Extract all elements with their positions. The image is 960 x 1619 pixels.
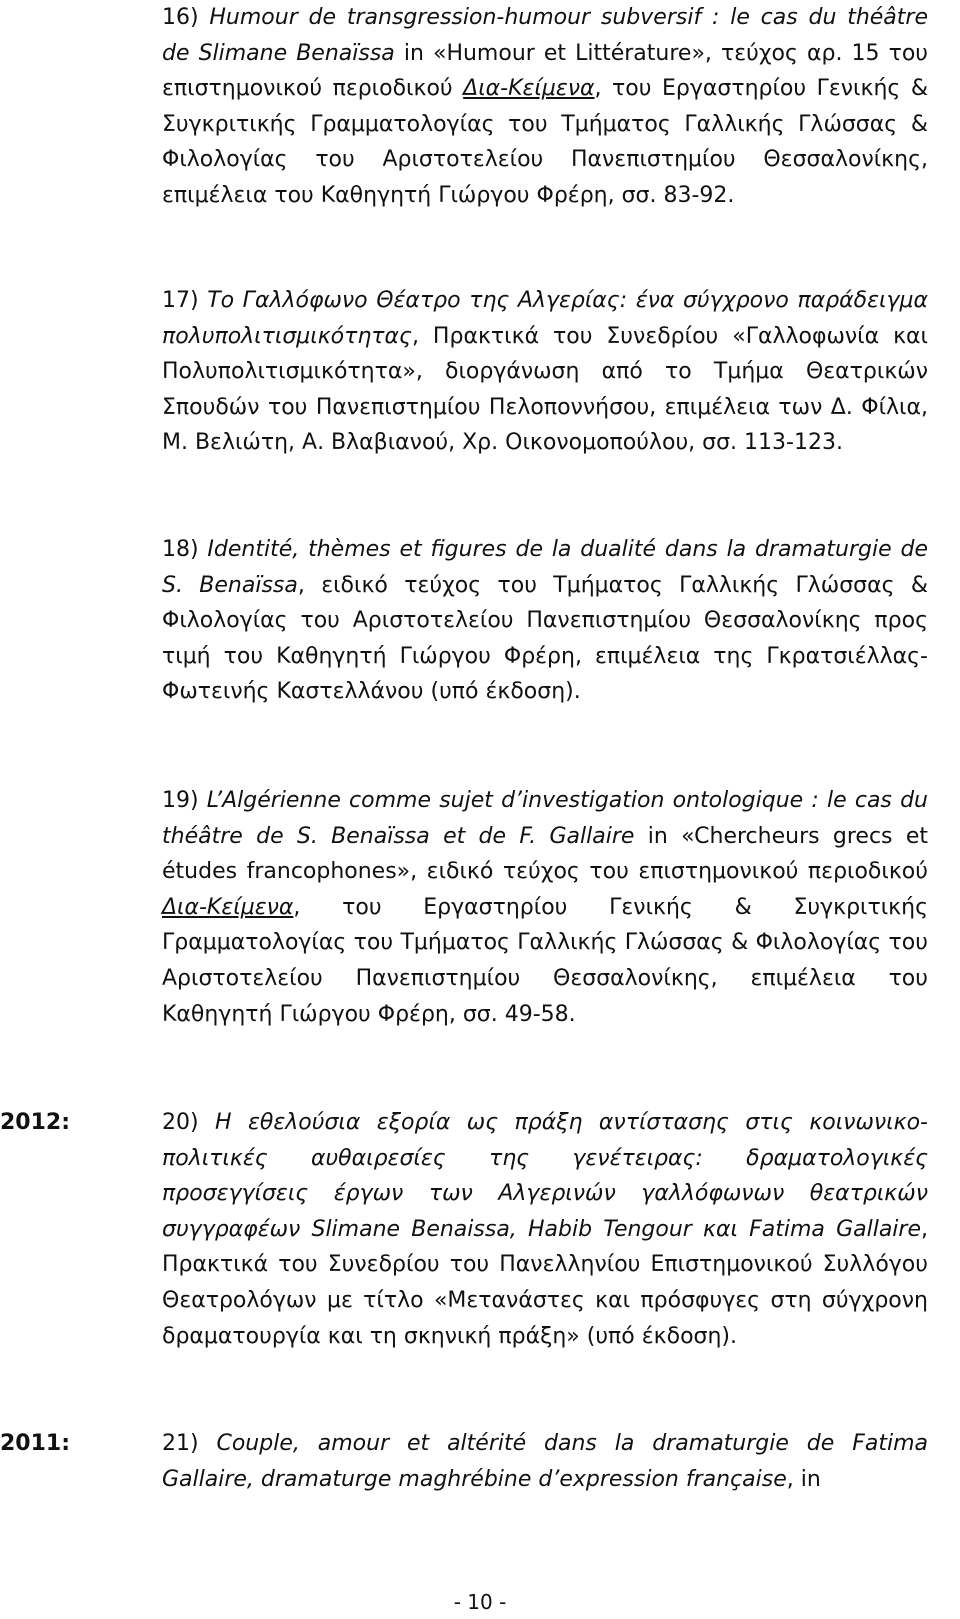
entry-title-text: Δια-Κείμενα xyxy=(463,76,595,102)
entry-text: , ειδικό τεύχος του Τμήματος Γαλλικής Γλώσσας & Φιλολογίας του Αριστοτελείου Πανεπιστημίου Θεσσαλονίκης προς τιμή του Καθηγητή Γιώργου Φρέρη, επιμέλεια της Γκρατσιέλλας-Φωτεινής Καστελλάνου (υπό έκδοση). xyxy=(162,572,928,705)
entry-text: , Πρακτικά του Συνεδρίου «Γαλλοφωνία και Πολυπολιτισμικότητα», διοργάνωση από το Τμήμα Θεατρικών Σπουδών του Πανεπιστημίου Πελοποννήσου, επιμέλεια των Δ. Φίλια, Μ. Βελιώτη, Α. Βλαβιανού, Χρ. Οικονομοπούλου, σσ. 113-123. xyxy=(162,323,928,456)
bibliography-entry-16 xyxy=(162,0,928,214)
entry-title-text: Δια-Κείμενα xyxy=(162,894,294,920)
year-label-2011: 2011: xyxy=(0,1431,71,1456)
entry-text: in «Humour et Littérature», τεύχος αρ. 15 του επιστημονικού περιοδικού xyxy=(162,40,929,102)
bibliography-entry-20 xyxy=(162,1105,928,1354)
entry-title-text: Humour de transgression-humour subversif : le cas du théâtre de Slimane Benaïssa xyxy=(162,5,928,66)
bibliography-entry-19 xyxy=(162,783,928,1032)
entry-text: 20) xyxy=(162,1110,216,1135)
entry-title-text: Το Γαλλόφωνο Θέατρο της Αλγερίας: ένα σύγχρονο παράδειγμα πολυπολιτισμικότητας xyxy=(162,288,928,349)
entry-title-text: L’Algérienne comme sujet d’investigation ontologique : le cas du théâtre de S. Benaïssa et de F. Gallaire xyxy=(162,788,928,849)
entry-title-text: Identité, thèmes et figures de la dualité dans la dramaturgie de S. Benaïssa xyxy=(162,537,928,598)
entry-text: , του Εργαστηρίου Γενικής & Συγκριτικής Γραμματολογίας του Τμήματος Γαλλικής Γλώσσας & Φιλολογίας του Αριστοτελείου Πανεπιστημίου Θεσσαλονίκης, επιμέλεια του Καθηγητή Γιώργου Φρέρη, σσ. 49-58. xyxy=(162,894,928,1027)
entry-title-text: Η εθελούσια εξορία ως πράξη αντίστασης στις κοινωνικο-πολιτικές αυθαιρεσίες της γενέτειρας: δραματολογικές προσεγγίσεις έργων των Αλγερινών γαλλόφωνων θεατρικών συγγραφέων Slimane Benaissa, Habib Tengour και Fatima Gallaire xyxy=(162,1110,928,1242)
entry-text: in «Chercheurs grecs et études francophones», ειδικό τεύχος του επιστημονικού περιοδικού xyxy=(162,823,928,885)
entry-text: 17) xyxy=(162,288,208,313)
year-label-2012: 2012: xyxy=(0,1110,71,1135)
entry-text: , Πρακτικά του Συνεδρίου του Πανελληνίου Επιστημονικού Συλλόγου Θεατρολόγων με τίτλο «Μετανάστες και πρόσφυγες στη σύγχρονη δραματουργία και τη σκηνική πράξη» (υπό έκδοση). xyxy=(162,1216,928,1349)
entry-title-text: Couple, amour et altérité dans la dramaturgie de Fatima Gallaire, dramaturge maghrébine d’expression française xyxy=(162,1431,928,1492)
bibliography-entry-17 xyxy=(162,283,928,461)
entry-text: 21) xyxy=(162,1431,217,1456)
entry-text: 16) xyxy=(162,5,210,30)
page-number: - 10 - xyxy=(453,1590,507,1614)
entry-text: , in xyxy=(786,1466,821,1492)
bibliography-entry-18 xyxy=(162,532,928,710)
entry-text: 18) xyxy=(162,537,208,562)
entry-text: , του Εργαστηρίου Γενικής & Συγκριτικής Γραμματολογίας του Τμήματος Γαλλικής Γλώσσας & Φιλολογίας του Αριστοτελείου Πανεπιστημίου Θεσσαλονίκης, επιμέλεια του Καθηγητή Γιώργου Φρέρη, σσ. 83-92. xyxy=(162,76,928,208)
bibliography-entry-21 xyxy=(162,1426,928,1497)
entry-text: 19) xyxy=(162,788,207,813)
